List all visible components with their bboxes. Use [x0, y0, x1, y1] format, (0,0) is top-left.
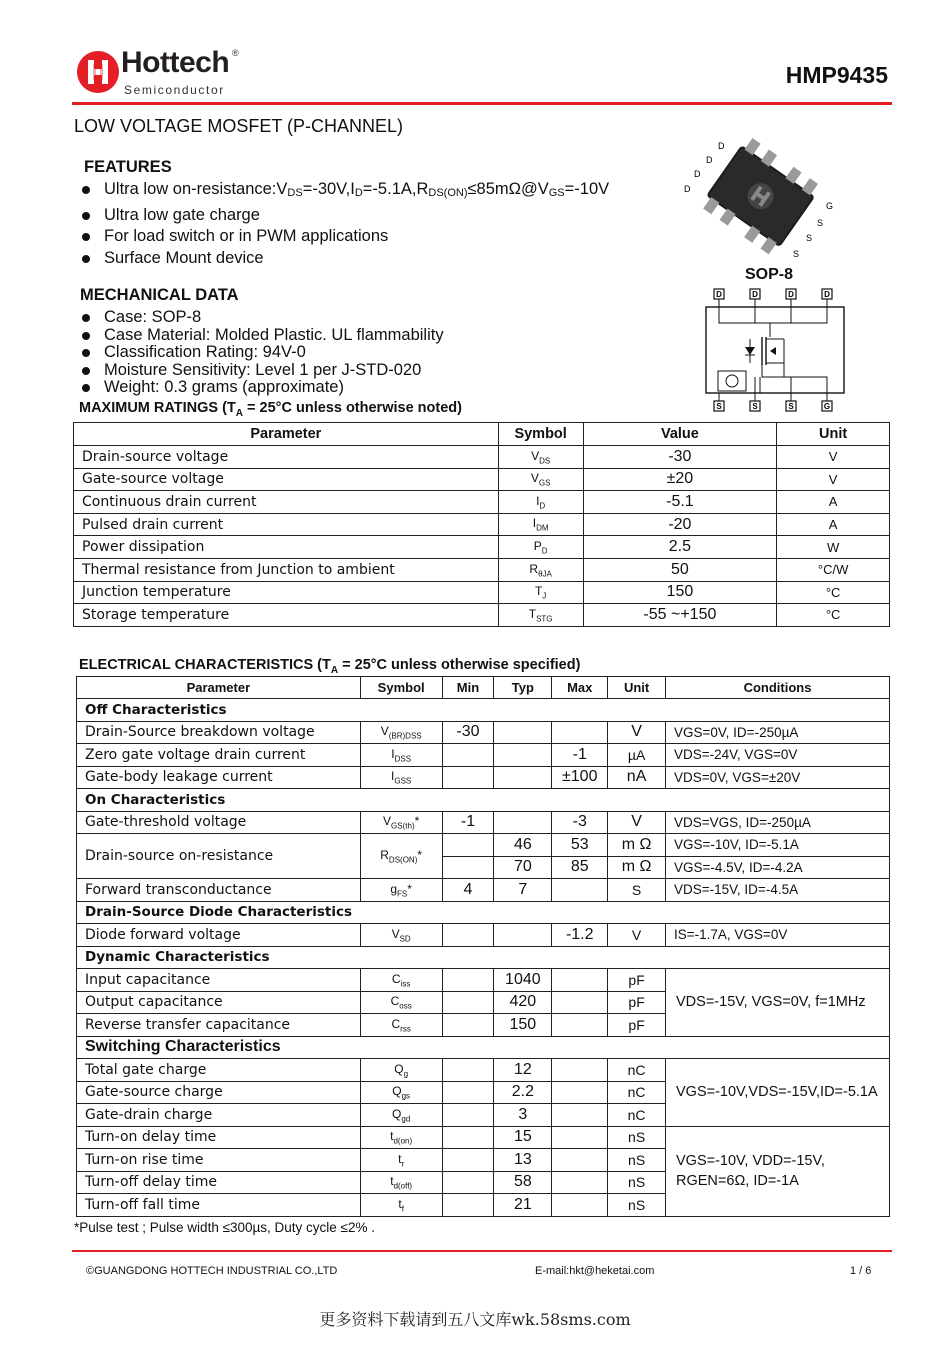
table-cell: $t_{d(on)}$	[360, 1126, 442, 1149]
table-cell: nS	[608, 1194, 666, 1217]
table-cell: Input capacitance	[77, 969, 361, 992]
symbol-cell: $I_{DM}$	[498, 513, 583, 536]
page-number: 1 / 6	[850, 1265, 872, 1277]
table-cell: Turn-off delay time	[77, 1171, 361, 1194]
value-cell: -5.1	[583, 491, 777, 514]
parameter-cell: Power dissipation	[74, 536, 499, 559]
table-cell	[552, 1014, 608, 1037]
table-cell	[494, 811, 552, 834]
table-cell: $V_{GS(th)}*$	[360, 811, 442, 834]
table-cell	[442, 1126, 494, 1149]
table-cell	[552, 1059, 608, 1082]
value-cell: -30	[583, 446, 777, 469]
table-row	[77, 721, 890, 744]
table-cell: µA	[608, 744, 666, 767]
table-cell: nS	[608, 1149, 666, 1172]
table-cell	[552, 1149, 608, 1172]
unit-cell: A	[777, 491, 890, 514]
table-cell: Total gate charge	[77, 1059, 361, 1082]
table-row	[77, 811, 890, 834]
table-cell	[442, 1171, 494, 1194]
table-cell: 15	[494, 1126, 552, 1149]
table-header-row	[77, 677, 890, 699]
table-cell: $I_{DSS}$	[360, 744, 442, 767]
footer-email: E-mail:hkt@heketai.com	[535, 1265, 655, 1277]
unit-cell: °C/W	[777, 558, 890, 581]
table-cell: Gate-threshold voltage	[77, 811, 361, 834]
table-cell	[552, 1194, 608, 1217]
table-cell	[552, 1126, 608, 1149]
table-cell: $V_{(BR)DSS}$	[360, 721, 442, 744]
parameter-cell: Storage temperature	[74, 604, 499, 627]
table-row	[74, 513, 890, 536]
table-cell: nS	[608, 1171, 666, 1194]
logo-name: Hottech	[121, 46, 230, 79]
table-cell: 12	[494, 1059, 552, 1082]
parameter-cell: Thermal resistance from Junction to ambient	[74, 558, 499, 581]
column-header: Parameter	[77, 677, 361, 699]
table-row	[77, 1059, 890, 1082]
group-row	[77, 699, 890, 722]
table-cell: S	[608, 879, 666, 902]
table-cell: 3	[494, 1104, 552, 1127]
group-label: On Characteristics	[77, 789, 890, 812]
table-cell: Zero gate voltage drain current	[77, 744, 361, 767]
table-row	[74, 604, 890, 627]
table-row	[74, 491, 890, 514]
table-cell: Forward transconductance	[77, 879, 361, 902]
table-row	[74, 468, 890, 491]
table-row	[74, 558, 890, 581]
footer-divider	[72, 1250, 892, 1252]
table-row	[77, 879, 890, 902]
value-cell: 50	[583, 558, 777, 581]
column-header: Max	[552, 677, 608, 699]
column-header: Symbol	[498, 423, 583, 446]
table-cell: VDS=-15V, VGS=0V, f=1MHz	[666, 969, 890, 1037]
part-number: HMP9435	[785, 62, 888, 88]
value-cell: -20	[583, 513, 777, 536]
column-header: Min	[442, 677, 494, 699]
table-cell	[442, 744, 494, 767]
table-cell: $t_r$	[360, 1149, 442, 1172]
table-cell: 2.2	[494, 1081, 552, 1104]
chip-pin-label: S	[817, 218, 824, 228]
chip-pin-label: D	[694, 169, 701, 179]
table-cell	[442, 856, 494, 879]
table-cell	[552, 1081, 608, 1104]
table-cell: Gate-drain charge	[77, 1104, 361, 1127]
table-cell: 7	[494, 879, 552, 902]
pinout-diagram	[700, 285, 850, 415]
diagram-pin-label: S	[752, 402, 758, 411]
table-row	[77, 766, 890, 789]
group-row	[77, 946, 890, 969]
feature-item: Ultra low $on-resistance:V_{DS}=-30V,I_D=-5.1A,R_{DS(ON)}\le 85m\Omega@V_{GS}=-10V$	[76, 179, 609, 205]
table-header-row	[74, 423, 890, 446]
diagram-pin-label: D	[824, 290, 830, 299]
table-cell: Gate-body leakage current	[77, 766, 361, 789]
package-label: SOP-8	[745, 266, 794, 283]
table-cell: VGS=-10V,VDS=-15V,ID=-5.1A	[666, 1059, 890, 1127]
column-header: Value	[583, 423, 777, 446]
group-label: Drain-Source Diode Characteristics	[77, 901, 890, 924]
value-cell: 2.5	[583, 536, 777, 559]
table-cell: $t_{d(off)}$	[360, 1171, 442, 1194]
table-cell: pF	[608, 991, 666, 1014]
table-cell: $Q_{gs}$	[360, 1081, 442, 1104]
table-cell: -1	[442, 811, 494, 834]
electrical-characteristics-table	[76, 676, 890, 1217]
electrical-title: ELECTRICAL CHARACTERISTICS ($T_A = 25^\circ C$ unless otherwise specified)	[79, 657, 581, 676]
table-cell: Turn-on delay time	[77, 1126, 361, 1149]
mechanical-item: Weight: 0.3 grams (approximate)	[76, 379, 444, 397]
table-cell: pF	[608, 969, 666, 992]
unit-cell: A	[777, 513, 890, 536]
feature-item: Surface Mount device	[76, 248, 609, 270]
footer-company: ©GUANGDONG HOTTECH INDUSTRIAL CO.,LTD	[86, 1265, 338, 1277]
table-cell: VDS=-24V, VGS=0V	[666, 744, 890, 767]
table-cell: VGS=0V, ID=-250µA	[666, 721, 890, 744]
group-row	[77, 789, 890, 812]
table-cell: nC	[608, 1059, 666, 1082]
table-row	[77, 834, 890, 857]
value-cell: -55 ~+150	[583, 604, 777, 627]
table-cell	[442, 766, 494, 789]
table-cell: 85	[552, 856, 608, 879]
table-cell: Diode forward voltage	[77, 924, 361, 947]
table-cell	[552, 991, 608, 1014]
chip-pin-label: G	[826, 201, 834, 211]
mechanical-list	[76, 309, 444, 397]
group-row	[77, 901, 890, 924]
mechanical-item: Moisture Sensitivity: Level 1 per J-STD-020	[76, 362, 444, 380]
features-list	[76, 179, 609, 269]
table-cell: VDS=VGS, ID=-250µA	[666, 811, 890, 834]
table-cell: 46	[494, 834, 552, 857]
table-cell: Turn-on rise time	[77, 1149, 361, 1172]
column-header: Parameter	[74, 423, 499, 446]
table-row	[77, 969, 890, 992]
group-label: Off Characteristics	[77, 699, 890, 722]
table-cell	[442, 1014, 494, 1037]
diagram-pin-label: S	[716, 402, 722, 411]
table-cell	[552, 879, 608, 902]
group-label: Switching Characteristics	[77, 1036, 890, 1059]
table-cell: $g_{FS}*$	[360, 879, 442, 902]
table-cell: $R_{DS(ON)}*$	[360, 834, 442, 879]
table-cell: pF	[608, 1014, 666, 1037]
table-row	[74, 581, 890, 604]
table-cell: m Ω	[608, 856, 666, 879]
table-cell: Drain-source on-resistance	[77, 834, 361, 879]
table-cell: 13	[494, 1149, 552, 1172]
table-cell: V	[608, 924, 666, 947]
table-cell: IS=-1.7A, VGS=0V	[666, 924, 890, 947]
table-cell: VDS=0V, VGS=±20V	[666, 766, 890, 789]
unit-cell: °C	[777, 581, 890, 604]
table-cell	[442, 991, 494, 1014]
table-cell	[442, 924, 494, 947]
hottech-logo-icon	[76, 50, 120, 94]
table-cell: 1040	[494, 969, 552, 992]
column-header: Conditions	[666, 677, 890, 699]
table-cell: $t_f$	[360, 1194, 442, 1217]
table-cell	[494, 924, 552, 947]
table-cell: ±100	[552, 766, 608, 789]
chip-pin-label: S	[793, 249, 800, 259]
mechanical-heading: MECHANICAL DATA	[80, 286, 239, 304]
chip-pin-label: D	[706, 155, 713, 165]
features-heading: FEATURES	[84, 158, 172, 176]
document-subtitle: LOW VOLTAGE MOSFET (P-CHANNEL)	[74, 116, 404, 136]
chip-pin-label: S	[806, 233, 813, 243]
table-row	[74, 446, 890, 469]
diagram-pin-label: S	[788, 402, 794, 411]
logo-registered-mark: ®	[232, 48, 239, 58]
logo-subtitle: Semiconductor	[124, 83, 225, 97]
table-cell: $Q_g$	[360, 1059, 442, 1082]
sop8-package-image	[680, 135, 840, 265]
watermark-text: 更多资料下载请到五八文库wk.58sms.com	[319, 1310, 631, 1329]
diagram-pin-label: D	[788, 290, 794, 299]
table-cell: VGS=-10V, ID=-5.1A	[666, 834, 890, 857]
table-cell: V	[608, 721, 666, 744]
chip-pin-label: D	[684, 184, 691, 194]
table-cell: Reverse transfer capacitance	[77, 1014, 361, 1037]
table-cell	[442, 969, 494, 992]
table-cell: $Q_{gd}$	[360, 1104, 442, 1127]
group-label: Dynamic Characteristics	[77, 946, 890, 969]
table-row	[77, 1126, 890, 1149]
header-divider	[72, 102, 892, 105]
parameter-cell: Drain-source voltage	[74, 446, 499, 469]
table-cell: $C_{oss}$	[360, 991, 442, 1014]
table-cell: nC	[608, 1081, 666, 1104]
table-cell: VDS=-15V, ID=-4.5A	[666, 879, 890, 902]
table-cell: Drain-Source breakdown voltage	[77, 721, 361, 744]
column-header: Symbol	[360, 677, 442, 699]
max-ratings-title: MAXIMUM RATINGS ($T_A = 25^\circ C$ unless otherwise noted)	[79, 400, 462, 419]
table-cell	[552, 721, 608, 744]
mechanical-item: Case Material: Molded Plastic. UL flammability	[76, 327, 444, 345]
table-cell: 4	[442, 879, 494, 902]
unit-cell: °C	[777, 604, 890, 627]
parameter-cell: Continuous drain current	[74, 491, 499, 514]
table-cell	[442, 1081, 494, 1104]
table-cell: 70	[494, 856, 552, 879]
table-cell	[442, 1149, 494, 1172]
table-cell	[494, 721, 552, 744]
table-cell	[552, 1171, 608, 1194]
unit-cell: W	[777, 536, 890, 559]
table-cell: Turn-off fall time	[77, 1194, 361, 1217]
group-row	[77, 1036, 890, 1059]
table-cell: 21	[494, 1194, 552, 1217]
table-cell	[552, 1104, 608, 1127]
mechanical-item: Classification Rating: 94V-0	[76, 344, 444, 362]
parameter-cell: Pulsed drain current	[74, 513, 499, 536]
symbol-cell: $T_{STG}$	[498, 604, 583, 627]
diagram-pin-label: G	[823, 402, 831, 411]
column-header: Unit	[608, 677, 666, 699]
table-row	[77, 924, 890, 947]
table-cell	[442, 834, 494, 857]
table-cell: 150	[494, 1014, 552, 1037]
feature-item: Ultra low gate charge	[76, 205, 609, 227]
chip-pin-label: D	[718, 141, 725, 151]
pulse-test-note: *Pulse test ; Pulse width ≤300µs, Duty cycle ≤2% .	[74, 1220, 375, 1235]
table-cell: 58	[494, 1171, 552, 1194]
table-cell: 53	[552, 834, 608, 857]
table-cell: -1	[552, 744, 608, 767]
table-cell: $V_{SD}$	[360, 924, 442, 947]
table-cell: -3	[552, 811, 608, 834]
table-cell: V	[608, 811, 666, 834]
table-cell: VGS=-4.5V, ID=-4.2A	[666, 856, 890, 879]
value-cell: 150	[583, 581, 777, 604]
parameter-cell: Gate-source voltage	[74, 468, 499, 491]
chip-body	[699, 135, 822, 257]
value-cell: ±20	[583, 468, 777, 491]
diagram-pin-label: D	[716, 290, 722, 299]
unit-cell: V	[777, 468, 890, 491]
table-row	[74, 536, 890, 559]
company-logo	[76, 48, 246, 100]
diagram-pin-label: D	[752, 290, 758, 299]
table-cell: $C_{rss}$	[360, 1014, 442, 1037]
table-cell	[552, 969, 608, 992]
table-cell: nS	[608, 1126, 666, 1149]
parameter-cell: Junction temperature	[74, 581, 499, 604]
symbol-cell: $V_{GS}$	[498, 468, 583, 491]
table-cell	[442, 1194, 494, 1217]
table-cell	[442, 1104, 494, 1127]
table-cell: 420	[494, 991, 552, 1014]
column-header: Unit	[777, 423, 890, 446]
table-cell: -1.2	[552, 924, 608, 947]
table-cell: Output capacitance	[77, 991, 361, 1014]
symbol-cell: $P_D$	[498, 536, 583, 559]
table-cell	[442, 1059, 494, 1082]
table-cell: $C_{iss}$	[360, 969, 442, 992]
column-header: Typ	[494, 677, 552, 699]
symbol-cell: $V_{DS}$	[498, 446, 583, 469]
feature-item: For load switch or in PWM applications	[76, 226, 609, 248]
table-cell: Gate-source charge	[77, 1081, 361, 1104]
table-row	[77, 744, 890, 767]
max-ratings-table	[73, 422, 890, 627]
table-cell: -30	[442, 721, 494, 744]
mechanical-item: Case: SOP-8	[76, 309, 444, 327]
symbol-cell: $I_D$	[498, 491, 583, 514]
switching-conditions: VGS=-10V, VDD=-15V, RGEN=6Ω, ID=-1A	[666, 1126, 890, 1216]
unit-cell: V	[777, 446, 890, 469]
table-cell	[494, 766, 552, 789]
table-cell: nA	[608, 766, 666, 789]
symbol-cell: $T_J$	[498, 581, 583, 604]
table-cell: m Ω	[608, 834, 666, 857]
table-cell: $I_{GSS}$	[360, 766, 442, 789]
symbol-cell: $R_{\theta JA}$	[498, 558, 583, 581]
table-cell	[494, 744, 552, 767]
table-cell: nC	[608, 1104, 666, 1127]
